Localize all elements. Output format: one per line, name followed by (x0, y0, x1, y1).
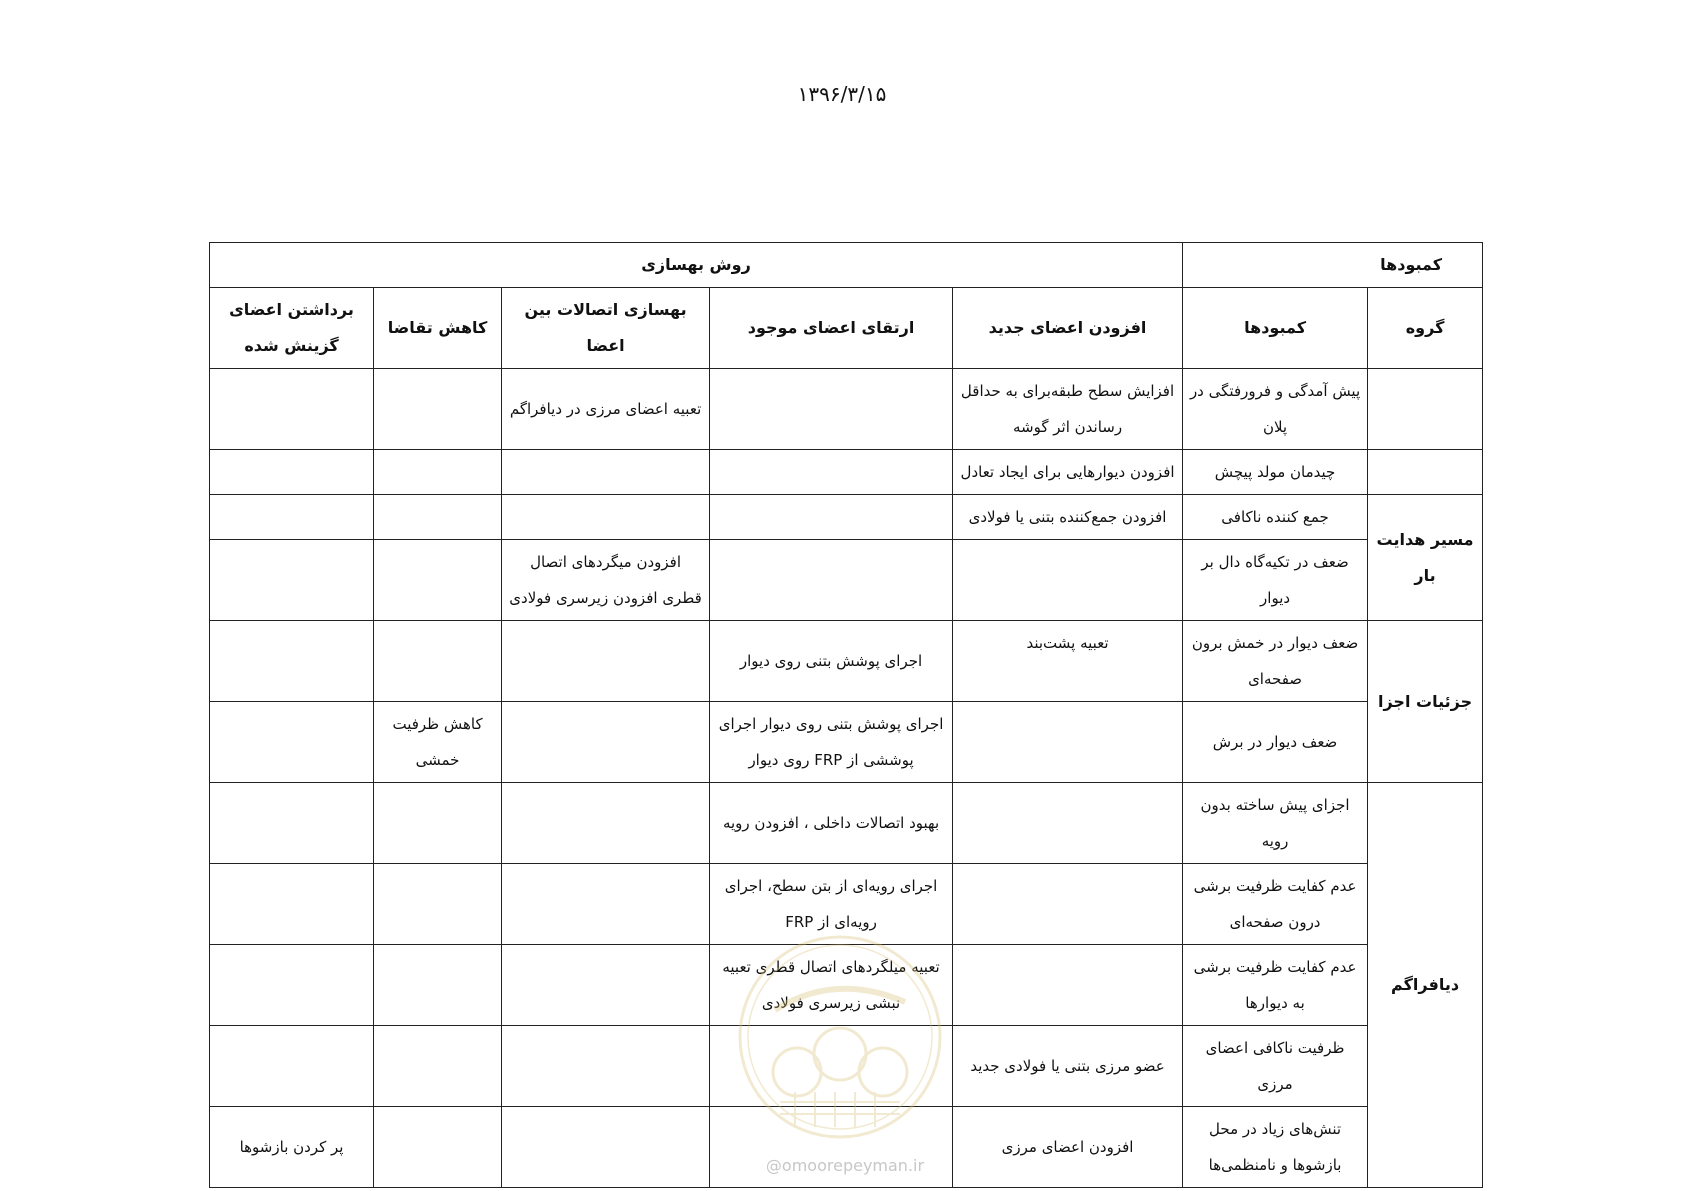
cell-connections (502, 621, 710, 702)
cell-remove (210, 621, 374, 702)
cell-add-new: افزودن دیوارهایی برای ایجاد تعادل (953, 450, 1183, 495)
cell-deficiency: ضعف در تکیه‌گاه دال بر دیوار (1183, 540, 1368, 621)
cell-connections (502, 450, 710, 495)
cell-reduce-demand (374, 1107, 502, 1188)
cell-reduce-demand (374, 450, 502, 495)
cell-connections: تعبیه اعضای مرزی در دیافراگم (502, 369, 710, 450)
cell-remove: پر کردن بازشوها (210, 1107, 374, 1188)
cell-add-new: افزودن اعضای مرزی (953, 1107, 1183, 1188)
cell-deficiency: اجزای پیش ساخته بدون رویه (1183, 783, 1368, 864)
col-connections: بهسازی اتصالات بین اعضا (502, 288, 710, 369)
cell-connections (502, 945, 710, 1026)
cell-deficiency: پیش آمدگی و فرورفتگی در پلان (1183, 369, 1368, 450)
document-date: ۱۳۹۶/۳/۱۵ (797, 82, 887, 106)
cell-reduce-demand (374, 1026, 502, 1107)
cell-deficiency: ضعف دیوار در برش (1183, 702, 1368, 783)
cell-upgrade: بهبود اتصالات داخلی ، افزودن رویه (710, 783, 953, 864)
cell-upgrade (710, 540, 953, 621)
cell-deficiency: عدم کفایت ظرفیت برشی درون صفحه‌ای (1183, 864, 1368, 945)
cell-reduce-demand (374, 540, 502, 621)
col-upgrade: ارتقای اعضای موجود (710, 288, 953, 369)
cell-upgrade: اجرای رویه‌ای از بتن سطح، اجرای رویه‌ای از FRP (710, 864, 953, 945)
caption-row (210, 243, 1483, 288)
cell-connections: افزودن میگردهای اتصال قطری افزودن زیرسری فولادی (502, 540, 710, 621)
cell-add-new (953, 540, 1183, 621)
deficiencies-caption: کمبودها (1183, 243, 1483, 288)
cell-remove (210, 540, 374, 621)
table-row (210, 450, 1483, 495)
cell-deficiency: عدم کفایت ظرفیت برشی به دیوارها (1183, 945, 1368, 1026)
col-group: گروه (1368, 288, 1483, 369)
cell-connections (502, 783, 710, 864)
cell-add-new (953, 702, 1183, 783)
cell-remove (210, 1026, 374, 1107)
table-row (210, 540, 1483, 621)
group-diaphragm: دیافراگم (1368, 783, 1483, 1188)
cell-deficiency: جمع کننده ناکافی (1183, 495, 1368, 540)
cell-add-new: تعبیه پشت‌بند (953, 621, 1183, 702)
cell-remove (210, 495, 374, 540)
group-cell-empty (1368, 369, 1483, 450)
cell-connections (502, 1026, 710, 1107)
table-row (210, 621, 1483, 702)
cell-add-new (953, 783, 1183, 864)
retrofit-methods-caption: روش بهسازی (210, 243, 1183, 288)
group-load-path: مسیر هدایت بار (1368, 495, 1483, 621)
cell-remove (210, 369, 374, 450)
group-cell-empty (1368, 450, 1483, 495)
cell-remove (210, 945, 374, 1026)
cell-reduce-demand (374, 945, 502, 1026)
cell-upgrade: اجرای پوشش بتنی روی دیوار (710, 621, 953, 702)
watermark-seal-icon (735, 932, 945, 1142)
cell-reduce-demand (374, 495, 502, 540)
cell-reduce-demand (374, 783, 502, 864)
cell-upgrade: اجرای پوشش بتنی روی دیوار اجرای پوششی از FRP روی دیوار (710, 702, 953, 783)
cell-add-new (953, 864, 1183, 945)
group-components: جزئیات اجزا (1368, 621, 1483, 783)
cell-add-new (953, 945, 1183, 1026)
cell-reduce-demand (374, 621, 502, 702)
cell-upgrade: تعبیه میلگردهای اتصال قطری تعبیه نبشی زیرسری فولادی (710, 945, 953, 1026)
table-row (210, 783, 1483, 864)
cell-deficiency: ظرفیت ناکافی اعضای مرزی (1183, 1026, 1368, 1107)
table-row (210, 702, 1483, 783)
cell-deficiency: تنش‌های زیاد در محل بازشوها و نامنظمی‌ها (1183, 1107, 1368, 1188)
table-row (210, 495, 1483, 540)
cell-add-new: افزودن جمع‌کننده بتنی یا فولادی (953, 495, 1183, 540)
cell-deficiency: ضعف دیوار در خمش برون صفحه‌ای (1183, 621, 1368, 702)
col-reduce-demand: کاهش تقاضا (374, 288, 502, 369)
cell-deficiency: چیدمان مولد پیچش (1183, 450, 1368, 495)
cell-remove (210, 864, 374, 945)
cell-connections (502, 864, 710, 945)
cell-remove (210, 450, 374, 495)
cell-upgrade (710, 450, 953, 495)
cell-remove (210, 783, 374, 864)
cell-connections (502, 702, 710, 783)
cell-upgrade (710, 369, 953, 450)
cell-reduce-demand (374, 864, 502, 945)
col-deficiency: کمبودها (1183, 288, 1368, 369)
cell-add-new: عضو مرزی بتنی یا فولادی جدید (953, 1026, 1183, 1107)
table-row (210, 369, 1483, 450)
cell-connections (502, 1107, 710, 1188)
cell-reduce-demand (374, 369, 502, 450)
col-add-new: افزودن اعضای جدید (953, 288, 1183, 369)
cell-add-new: افزایش سطح طبقه‌برای به حداقل رساندن اثر گوشه (953, 369, 1183, 450)
cell-connections (502, 495, 710, 540)
col-remove: برداشتن اعضای گزینش شده (210, 288, 374, 369)
watermark-url: @omoorepeyman.ir (765, 1156, 925, 1175)
column-header-row (210, 288, 1483, 369)
cell-remove (210, 702, 374, 783)
cell-upgrade (710, 495, 953, 540)
cell-reduce-demand: کاهش ظرفیت خمشی (374, 702, 502, 783)
